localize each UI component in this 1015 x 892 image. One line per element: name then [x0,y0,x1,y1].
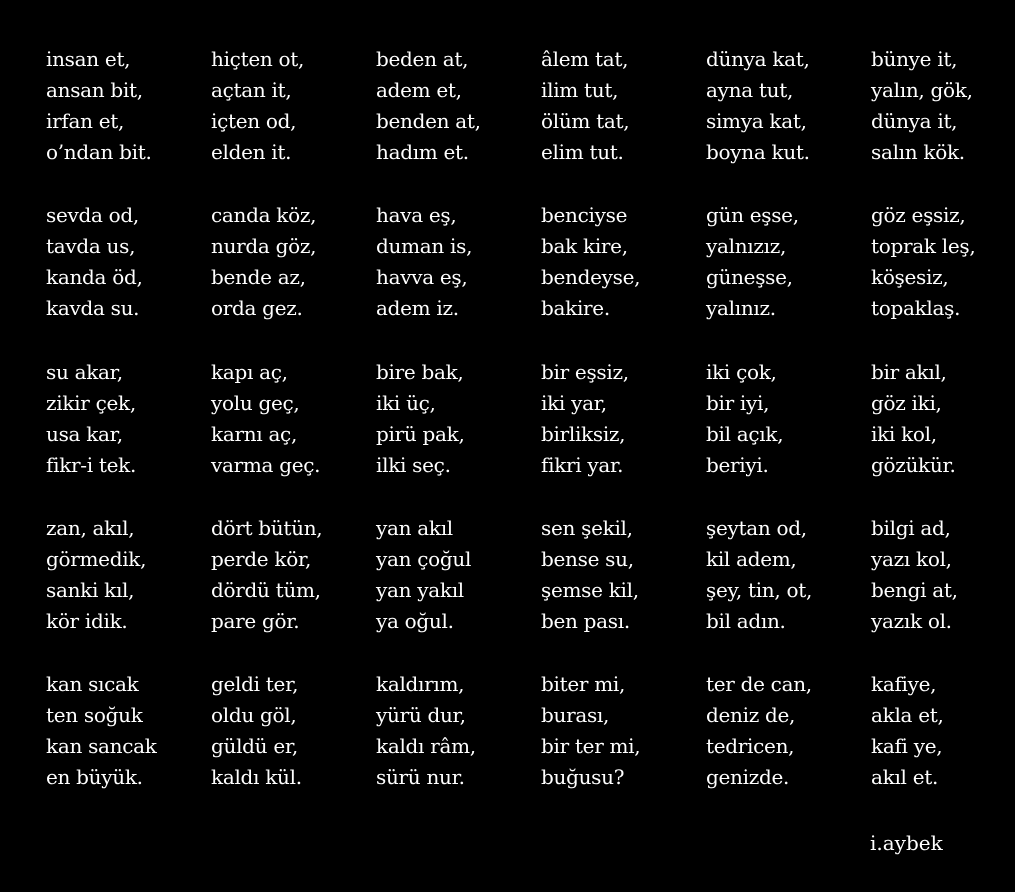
poem-line: akla et, [871,703,944,727]
poem-line: hava eş, [376,203,457,227]
poem-line: oldu göl, [211,703,297,727]
poem-line: sanki kıl, [46,578,135,602]
poem-line: ter de can, [706,672,812,696]
poem-line: kapı aç, [211,360,288,384]
poem-line: benciyse [541,203,628,227]
stanza [871,44,1015,168]
poem-line: buğusu? [541,765,625,789]
poem-line: duman is, [376,234,473,258]
poem-line: karnı aç, [211,422,298,446]
stanza [541,200,705,324]
poem-line: topaklaş. [871,296,961,320]
poem-line: bilgi ad, [871,516,951,540]
poem-line: bendeyse, [541,265,641,289]
poem-line: burası, [541,703,610,727]
poem-line: bende az, [211,265,306,289]
poem-line: açtan it, [211,78,292,102]
poem-line: tedricen, [706,734,795,758]
poem-line: en büyük. [46,765,143,789]
poem-line: birliksiz, [541,422,626,446]
poem-line: su akar, [46,360,123,384]
poem-line: nurda göz, [211,234,317,258]
stanza [211,44,375,168]
poem-line: şeytan od, [706,516,807,540]
poem-line: yan çoğul [376,547,472,571]
poem-line: dördü tüm, [211,578,321,602]
stanza [871,357,1015,481]
poem-line: geldi ter, [211,672,299,696]
author-signature: i.aybek [870,831,943,855]
poem-line: bir akıl, [871,360,947,384]
poem-line: görmedik, [46,547,147,571]
poem-grid [46,44,1006,874]
poem-line: ansan bit, [46,78,143,102]
poem-line: iki çok, [706,360,777,384]
poem-line: usa kar, [46,422,123,446]
poem-line: ayna tut, [706,78,793,102]
stanza [46,44,210,168]
poem-line: bakire. [541,296,610,320]
stanza [46,513,210,637]
stanza [706,669,870,793]
poem-line: biter mi, [541,672,626,696]
poem-line: yürü dur, [376,703,466,727]
poem-line: yolu geç, [211,391,300,415]
poem-line: güneşse, [706,265,793,289]
poem-line: yazı kol, [871,547,952,571]
poem-line: simya kat, [706,109,807,133]
poem-line: salın kök. [871,140,965,164]
stanza [211,357,375,481]
stanza [541,44,705,168]
stanza [211,200,375,324]
poem-line: dünya it, [871,109,958,133]
poem-line: sevda od, [46,203,139,227]
stanza [211,669,375,793]
stanza [376,513,540,637]
poem-line: güldü er, [211,734,298,758]
poem-line: kan sıcak [46,672,139,696]
poem-line: akıl et. [871,765,939,789]
poem-line: yalınız. [706,296,776,320]
poem-line: insan et, [46,47,131,71]
stanza [706,357,870,481]
poem-line: kavda su. [46,296,140,320]
poem-line: bense su, [541,547,634,571]
stanza [376,669,540,793]
poem-line: bengi at, [871,578,958,602]
poem-line: kil adem, [706,547,797,571]
stanza [706,513,870,637]
stanza [376,357,540,481]
stanza [706,200,870,324]
poem-line: irfan et, [46,109,125,133]
poem-line: kan sancak [46,734,157,758]
poem-line: tavda us, [46,234,136,258]
poem-line: göz eşsiz, [871,203,966,227]
poem-line: perde kör, [211,547,312,571]
poem-line: ya oğul. [376,609,454,633]
poem-line: dört bütün, [211,516,323,540]
poem-line: hadım et. [376,140,469,164]
poem-line: bil açık, [706,422,784,446]
poem-line: orda gez. [211,296,303,320]
poem-line: havva eş, [376,265,468,289]
poem-line: dünya kat, [706,47,810,71]
poem-line: köşesiz, [871,265,949,289]
poem-line: kafi ye, [871,734,943,758]
poem-line: göz iki, [871,391,942,415]
poem-line: kaldı râm, [376,734,476,758]
poem-line: beden at, [376,47,469,71]
poem-line: yalın, gök, [871,78,973,102]
poem-line: varma geç. [211,453,321,477]
poem-line: fikr-i tek. [46,453,137,477]
poem-line: bire bak, [376,360,464,384]
poem-line: şemse kil, [541,578,639,602]
poem-line: kanda öd, [46,265,143,289]
stanza [46,357,210,481]
stanza [46,200,210,324]
poem-line: iki üç, [376,391,436,415]
poem-line: yan akıl [376,516,453,540]
poem-line: iki kol, [871,422,937,446]
stanza [706,44,870,168]
poem-line: ilim tut, [541,78,619,102]
poem-line: gün eşse, [706,203,799,227]
stanza [871,669,1015,793]
poem-line: bünye it, [871,47,958,71]
stanza [871,200,1015,324]
stanza [541,357,705,481]
poem-line: iki yar, [541,391,607,415]
poem-line: şey, tin, ot, [706,578,813,602]
poem-line: sen şekil, [541,516,633,540]
poem-line: elim tut. [541,140,624,164]
stanza [376,44,540,168]
poem-line: bir eşsiz, [541,360,629,384]
poem-line: adem iz. [376,296,459,320]
poem-line: yan yakıl [376,578,464,602]
poem-line: elden it. [211,140,292,164]
stanza [46,669,210,793]
poem-line: toprak leş, [871,234,976,258]
poem-line: kaldırım, [376,672,465,696]
poem-line: kafiye, [871,672,937,696]
poem-line: ölüm tat, [541,109,630,133]
poem-line: beriyi. [706,453,769,477]
stanza [211,513,375,637]
poem-line: ten soğuk [46,703,143,727]
poem-line: sürü nur. [376,765,465,789]
poem-line: içten od, [211,109,297,133]
poem-line: gözükür. [871,453,956,477]
poem-line: yalnızız, [706,234,787,258]
stanza [871,513,1015,637]
stanza [376,200,540,324]
poem-line: pirü pak, [376,422,465,446]
poem-line: genizde. [706,765,790,789]
poem-line: benden at, [376,109,481,133]
poem-line: adem et, [376,78,462,102]
stanza [541,513,705,637]
poem-line: âlem tat, [541,47,629,71]
poem-line: ilki seç. [376,453,451,477]
poem-line: canda köz, [211,203,317,227]
poem-line: bir ter mi, [541,734,641,758]
poem-line: o’ndan bit. [46,140,152,164]
poem-line: deniz de, [706,703,796,727]
poem-line: hiçten ot, [211,47,305,71]
poem-line: kör idik. [46,609,128,633]
poem-line: zikir çek, [46,391,136,415]
poem-line: kaldı kül. [211,765,302,789]
poem-line: bak kire, [541,234,628,258]
poem-line: boyna kut. [706,140,810,164]
poem-line: bir iyi, [706,391,770,415]
poem-line: ben pası. [541,609,630,633]
poem-line: zan, akıl, [46,516,135,540]
stanza [541,669,705,793]
poem-line: pare gör. [211,609,300,633]
poem-line: bil adın. [706,609,786,633]
poem-line: yazık ol. [871,609,952,633]
poem-line: fikri yar. [541,453,624,477]
